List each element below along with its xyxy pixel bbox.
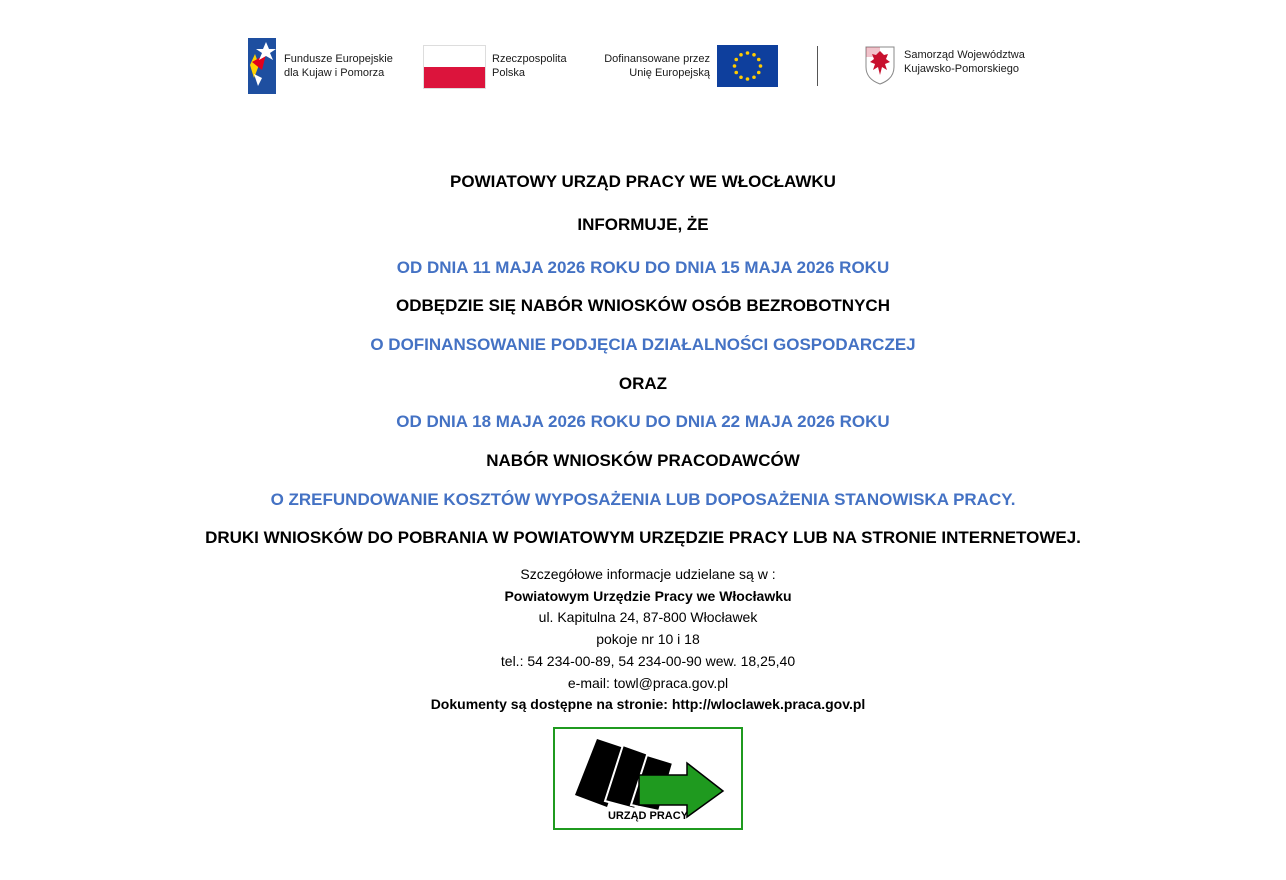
eu-star-icon [746,51,750,55]
contact-phone: tel.: 54 234-00-89, 54 234-00-90 wew. 18,25,40 [500,653,796,669]
kp-logo-line1: Samorząd Województwa [904,49,1025,61]
eu-logo-text [590,52,710,80]
poland-flag-icon [423,45,486,89]
eu-star-icon [752,53,756,57]
announcement-line-office: POWIATOWY URZĄD PRACY WE WŁOCŁAWKU [450,172,836,191]
announcement-date-range-1: OD DNIA 11 MAJA 2026 ROKU DO DNIA 15 MAJA 2026 ROKU [396,258,890,277]
pl-logo-line2: Polska [492,67,526,79]
eu-star-icon [757,71,761,75]
fe-logo-text [284,52,393,80]
kujawsko-pomorskie-crest-icon [864,45,896,85]
eu-star-icon [739,75,743,79]
urzad-pracy-logo [553,727,743,830]
eu-star-icon [734,71,738,75]
contact-address: ul. Kapitulna 24, 87-800 Włocławek [538,609,758,625]
eu-logo-line2: Unię Europejską [629,67,710,79]
eu-flag-icon [717,45,778,87]
contact-rooms: pokoje nr 10 i 18 [596,631,700,647]
announcement-line-unemployed: ODBĘDZIE SIĘ NABÓR WNIOSKÓW OSÓB BEZROBOTNYCH [396,296,890,315]
eu-star-icon [759,64,763,68]
contact-intro: Szczegółowe informacje udzielane są w : [520,566,776,582]
announcement-line-and: ORAZ [618,374,668,393]
eu-star-icon [739,53,743,57]
logo-bar [0,36,1286,96]
urzad-pracy-label: URZĄD PRACY [607,810,689,822]
eu-logo-line1: Dofinansowane przez [604,53,710,65]
pl-logo-text [492,52,567,80]
fe-logo-line2: dla Kujaw i Pomorza [284,67,385,79]
fe-logo-line1: Fundusze Europejskie [284,53,393,65]
kp-logo-text [904,48,1025,76]
eu-star-icon [752,75,756,79]
kp-logo-line2: Kujawsko-Pomorskiego [904,63,1019,75]
contact-email[interactable]: e-mail: towl@praca.gov.pl [567,675,729,691]
announcement-line-business-grant: O DOFINANSOWANIE PODJĘCIA DZIAŁALNOŚCI GOSPODARCZEJ [370,335,916,354]
eu-star-icon [734,58,738,62]
logo-separator [817,46,818,86]
eu-star-icon [746,77,750,81]
contact-office: Powiatowym Urzędzie Pracy we Włocławku [504,588,792,604]
eu-star-icon [757,58,761,62]
contact-documents-link[interactable]: Dokumenty są dostępne na stronie: http://wloclawek.praca.gov.pl [430,696,866,712]
eu-star-icon [733,64,737,68]
pl-logo-line1: Rzeczpospolita [492,53,567,65]
announcement-date-range-2: OD DNIA 18 MAJA 2026 ROKU DO DNIA 22 MAJA 2026 ROKU [396,412,890,431]
announcement-line-refund: O ZREFUNDOWANIE KOSZTÓW WYPOSAŻENIA LUB DOPOSAŻENIA STANOWISKA PRACY. [270,490,1016,509]
announcement-line-employers: NABÓR WNIOSKÓW PRACODAWCÓW [486,451,800,470]
announcement-line-informs: INFORMUJE, ŻE [577,215,709,234]
fe-logo-icon [248,38,276,94]
announcement-line-forms: DRUKI WNIOSKÓW DO POBRANIA W POWIATOWYM URZĘDZIE PRACY LUB NA STRONIE INTERNETOWEJ. [205,528,1081,547]
